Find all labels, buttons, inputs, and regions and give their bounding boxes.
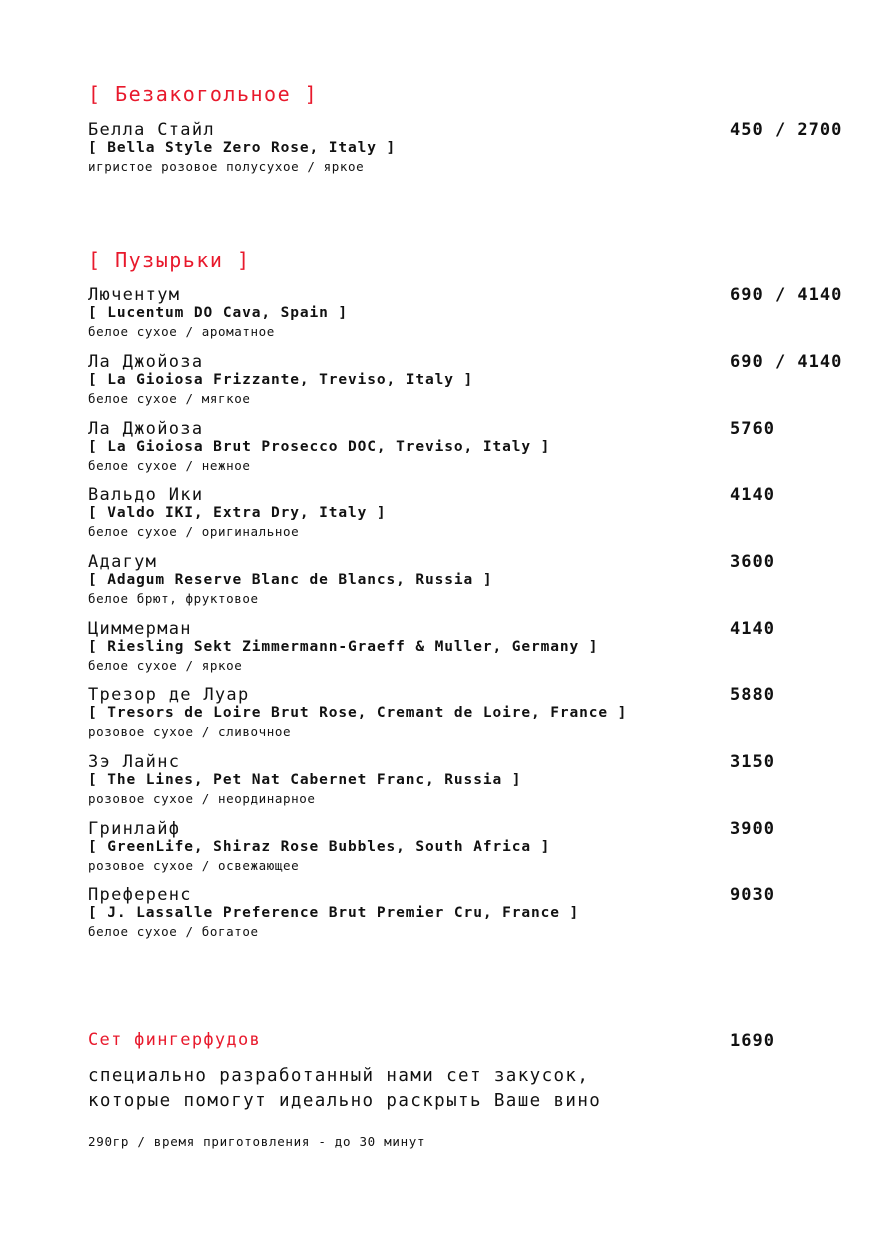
- item-price: 9030: [730, 885, 775, 905]
- section-title-non-alcoholic: [ Безакогольное ]: [88, 82, 319, 106]
- item-name: Зэ Лайнс: [88, 752, 181, 772]
- item-price: 690 / 4140: [730, 352, 843, 372]
- item-name: Преференс: [88, 885, 192, 905]
- item-price: 5880: [730, 685, 775, 705]
- menu-item: [88, 285, 868, 345]
- item-name: Адагум: [88, 552, 158, 572]
- item-description: белое сухое / мягкое: [88, 391, 251, 406]
- finger-food-description-line: которые помогут идеально раскрыть Ваше вино: [88, 1091, 602, 1111]
- item-origin: [ La Gioiosa Brut Prosecco DOC, Treviso, Italy ]: [88, 439, 551, 455]
- item-name: Трезор де Луар: [88, 685, 250, 705]
- menu-item: [88, 120, 868, 180]
- item-name: Ла Джойоза: [88, 352, 204, 372]
- item-origin: [ Tresors de Loire Brut Rose, Cremant de Loire, France ]: [88, 705, 628, 721]
- item-origin: [ Riesling Sekt Zimmermann-Graeff & Muller, Germany ]: [88, 639, 599, 655]
- item-description: белое сухое / яркое: [88, 658, 243, 673]
- item-name: Белла Стайл: [88, 120, 215, 140]
- item-description: розовое сухое / сливочное: [88, 724, 292, 739]
- item-origin: [ Valdo IKI, Extra Dry, Italy ]: [88, 505, 387, 521]
- menu-item: [88, 419, 868, 479]
- section-title-bubbles: [ Пузырьки ]: [88, 248, 251, 272]
- item-name: Циммерман: [88, 619, 192, 639]
- item-price: 4140: [730, 485, 775, 505]
- item-description: белое брют, фруктовое: [88, 591, 259, 606]
- item-price: 3600: [730, 552, 775, 572]
- item-price: 450 / 2700: [730, 120, 843, 140]
- menu-item: [88, 685, 868, 745]
- menu-item: [88, 885, 868, 945]
- finger-food-description-line: специально разработанный нами сет закусок,: [88, 1066, 590, 1086]
- finger-food-description: [88, 1064, 728, 1114]
- item-origin: [ La Gioiosa Frizzante, Treviso, Italy ]: [88, 372, 474, 388]
- finger-food-title: Сет фингерфудов: [88, 1030, 262, 1050]
- item-description: белое сухое / нежное: [88, 458, 251, 473]
- item-price: 5760: [730, 419, 775, 439]
- item-name: Гринлайф: [88, 819, 181, 839]
- item-name: Лючентум: [88, 285, 181, 305]
- menu-item: [88, 619, 868, 679]
- item-origin: [ J. Lassalle Preference Brut Premier Cru, France ]: [88, 905, 580, 921]
- item-description: игристое розовое полусухое / яркое: [88, 159, 365, 174]
- item-name: Ла Джойоза: [88, 419, 204, 439]
- item-origin: [ Adagum Reserve Blanc de Blancs, Russia ]: [88, 572, 493, 588]
- item-description: белое сухое / оригинальное: [88, 524, 300, 539]
- item-price: 4140: [730, 619, 775, 639]
- menu-item: [88, 485, 868, 545]
- item-origin: [ Bella Style Zero Rose, Italy ]: [88, 140, 397, 156]
- menu-item: [88, 352, 868, 412]
- item-origin: [ Lucentum DO Cava, Spain ]: [88, 305, 349, 321]
- menu-item: [88, 552, 868, 612]
- menu-item: [88, 752, 868, 812]
- item-price: 3900: [730, 819, 775, 839]
- finger-food-price: 1690: [730, 1031, 775, 1051]
- finger-food-meta: 290гр / время приготовления - до 30 минут: [88, 1134, 426, 1149]
- menu-item: [88, 819, 868, 879]
- item-price: 3150: [730, 752, 775, 772]
- item-description: белое сухое / богатое: [88, 924, 259, 939]
- item-price: 690 / 4140: [730, 285, 843, 305]
- item-origin: [ GreenLife, Shiraz Rose Bubbles, South Africa ]: [88, 839, 551, 855]
- item-origin: [ The Lines, Pet Nat Cabernet Franc, Russia ]: [88, 772, 522, 788]
- item-description: розовое сухое / неординарное: [88, 791, 316, 806]
- item-description: розовое сухое / освежающее: [88, 858, 300, 873]
- item-name: Вальдо Ики: [88, 485, 204, 505]
- item-description: белое сухое / ароматное: [88, 324, 275, 339]
